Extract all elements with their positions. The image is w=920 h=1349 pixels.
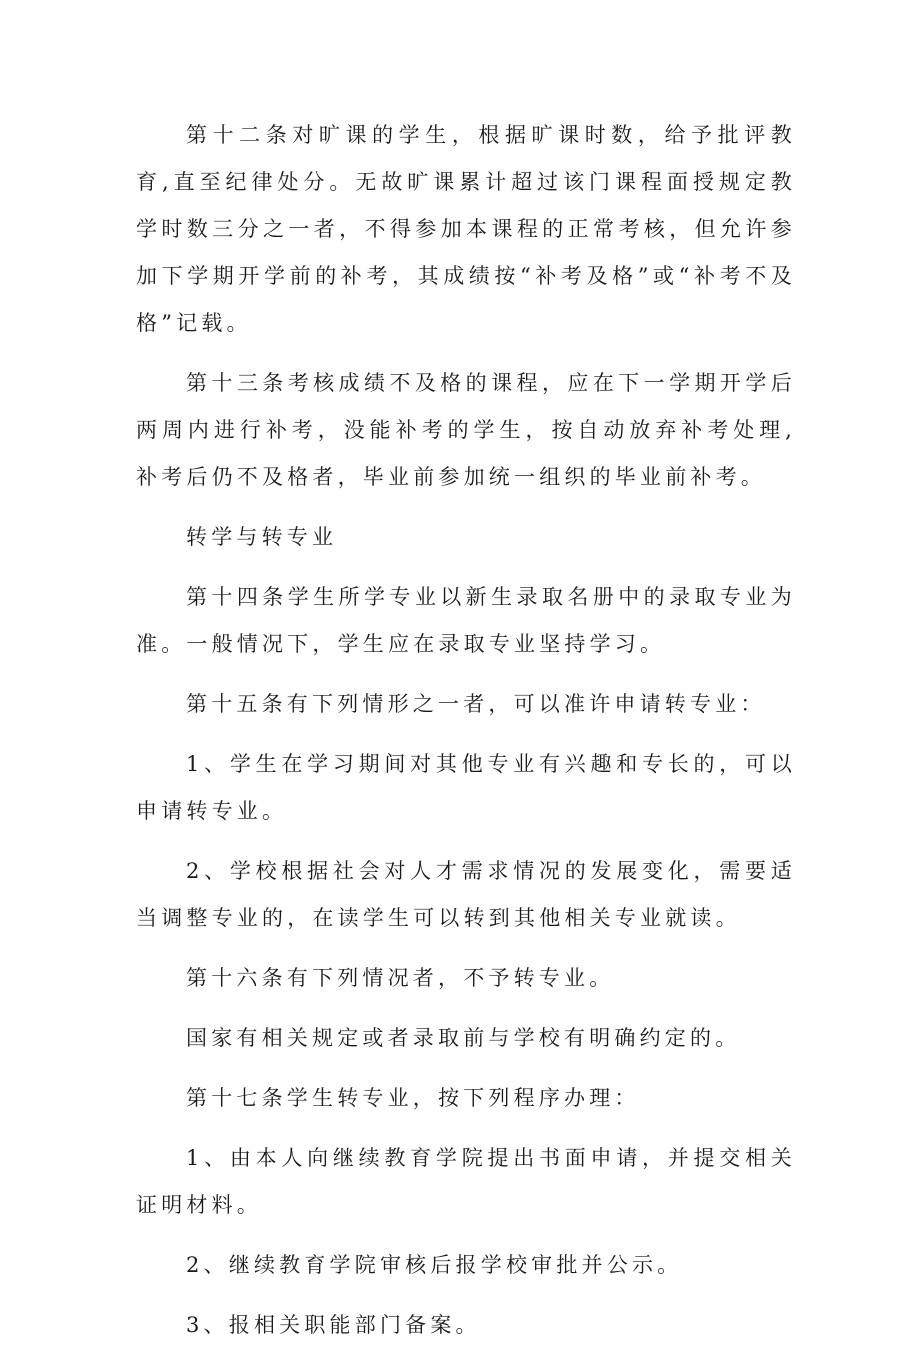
list-item-17-3: 3、报相关职能部门备案。 [186,1313,481,1337]
paragraph-article-16: 第十六条有下列情况者，不予转专业。 [186,966,615,990]
paragraph-article-13: 第十三条考核成绩不及格的课程，应在下一学期开学后两周内进行补考，没能补考的学生，按自动放弃补考处理,补考后仍不及格者，毕业前参加统一组织的毕业前补考。 [136,371,796,489]
paragraph-article-16-detail: 国家有相关规定或者录取前与学校有明确约定的。 [186,1026,741,1050]
list-item-15-2: 2、学校根据社会对人才需求情况的发展变化，需要适当调整专业的，在读学生可以转到其他相关专业就读。 [136,859,796,930]
document-body [136,112,796,1349]
list-item-15-1: 1、学生在学习期间对其他专业有兴趣和专长的，可以申请转专业。 [136,752,796,823]
list-item-17-2: 2、继续教育学院审核后报学校审批并公示。 [186,1253,683,1277]
paragraph-article-12: 第十二条对旷课的学生，根据旷课时数，给予批评教育,直至纪律处分。无故旷课累计超过该门课程面授规定教学时数三分之一者，不得参加本课程的正常考核，但允许参加下学期开学前的补考，其成绩按“补考及格”或“补考不及格”记载。 [136,123,796,335]
paragraph-article-17: 第十七条学生转专业，按下列程序办理： [186,1086,640,1110]
section-heading-transfer: 转学与转专业 [186,525,338,549]
list-item-17-1: 1、由本人向继续教育学院提出书面申请，并提交相关证明材料。 [136,1146,796,1217]
paragraph-article-15: 第十五条有下列情形之一者，可以准许申请转专业： [186,692,766,716]
paragraph-article-14: 第十四条学生所学专业以新生录取名册中的录取专业为准。一般情况下，学生应在录取专业坚持学习。 [136,585,796,656]
